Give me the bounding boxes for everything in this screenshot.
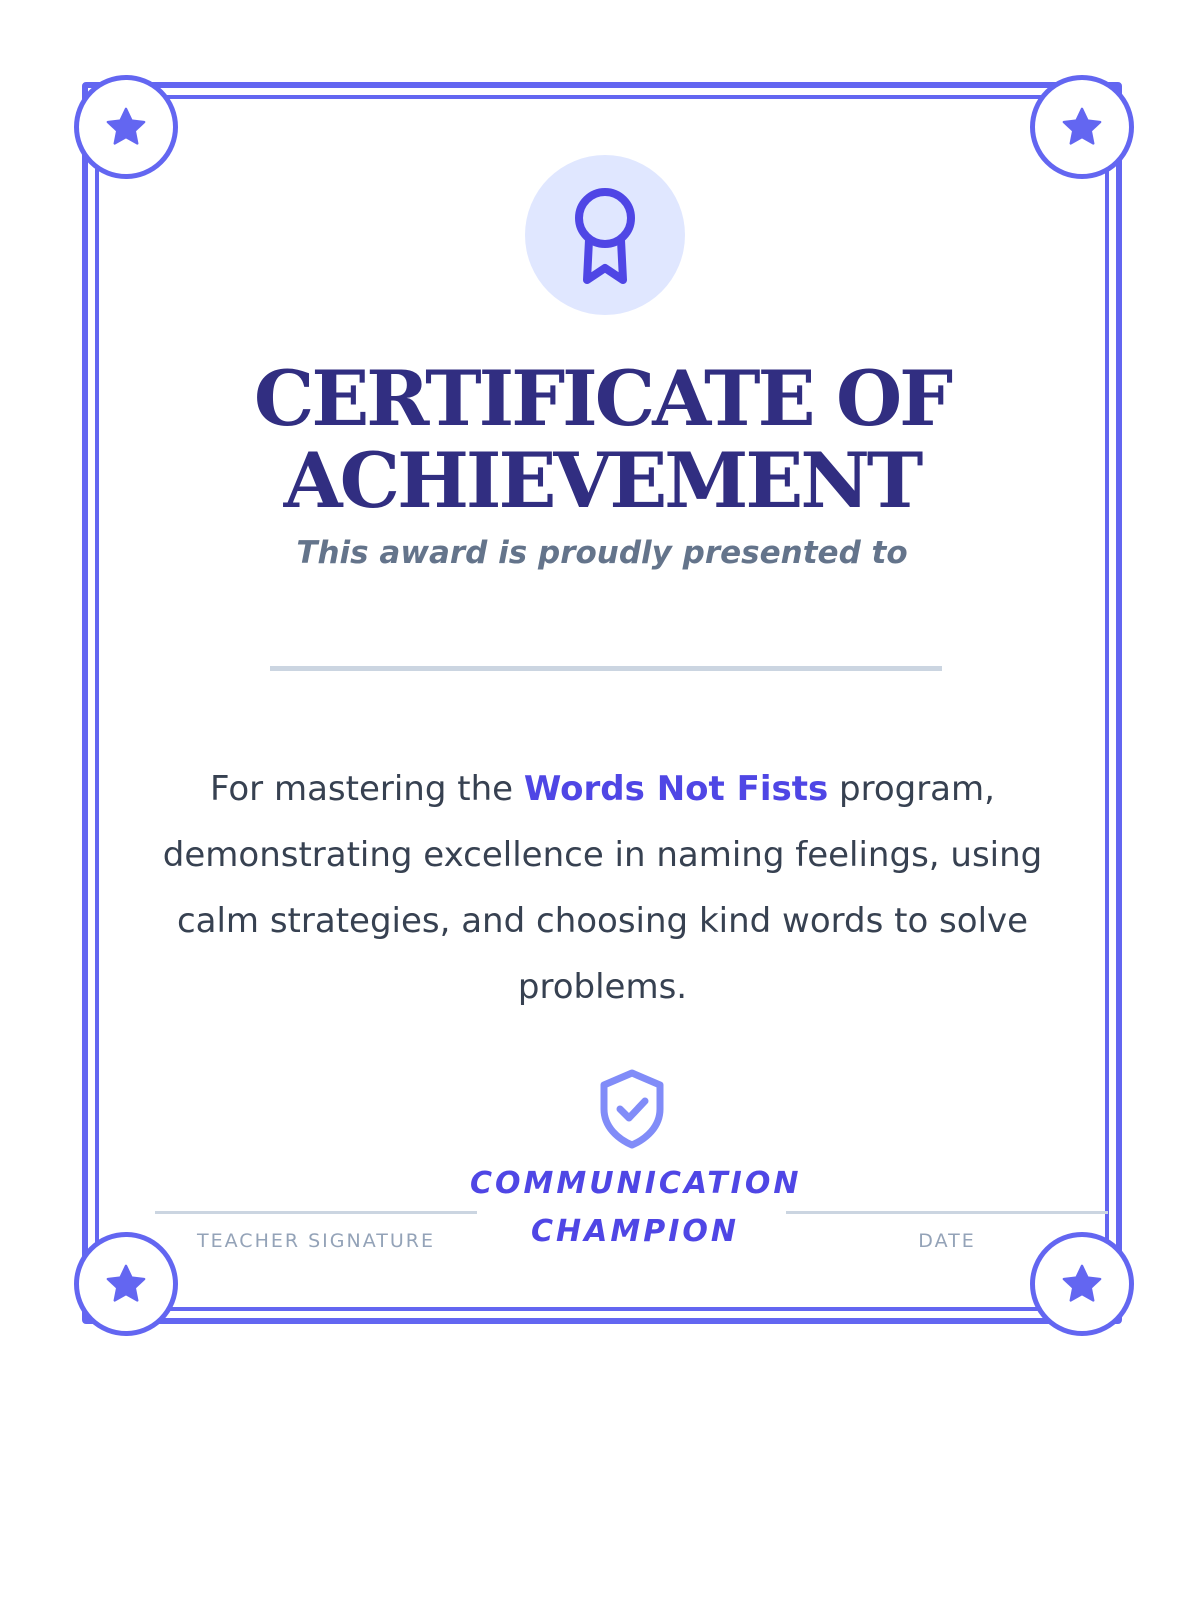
presented-to-subtitle: This award is proudly presented to [296, 535, 908, 571]
title-line-2: ACHIEVEMENT [283, 436, 921, 525]
date-line [786, 1211, 1108, 1214]
program-name: Words Not Fists [523, 769, 829, 809]
teacher-signature-line [155, 1211, 477, 1214]
date-label: DATE [918, 1230, 976, 1252]
corner-star-top-right [1030, 75, 1134, 179]
shield-check-icon [596, 1069, 668, 1149]
star-icon [1059, 1261, 1105, 1307]
teacher-signature-label: TEACHER SIGNATURE [197, 1230, 435, 1252]
recipient-name-line [270, 666, 942, 671]
star-icon [103, 104, 149, 150]
award-title-line-1: COMMUNICATION [470, 1166, 802, 1201]
corner-star-top-left [74, 75, 178, 179]
description-rest: program, demonstrating excellence in naming feelings, using calm strategies, and choosing kind words to solve problems. [162, 769, 1043, 1007]
award-badge [525, 155, 685, 315]
star-icon [1059, 104, 1105, 150]
title-line-1: CERTIFICATE OF [253, 354, 951, 443]
award-title-line-2: CHAMPION [531, 1214, 739, 1249]
award-ribbon-icon [569, 180, 641, 290]
achievement-description [135, 756, 1070, 1020]
award-title [470, 1160, 800, 1256]
certificate-title [150, 354, 1054, 525]
star-icon [103, 1261, 149, 1307]
description-lead: For mastering the [210, 769, 524, 809]
